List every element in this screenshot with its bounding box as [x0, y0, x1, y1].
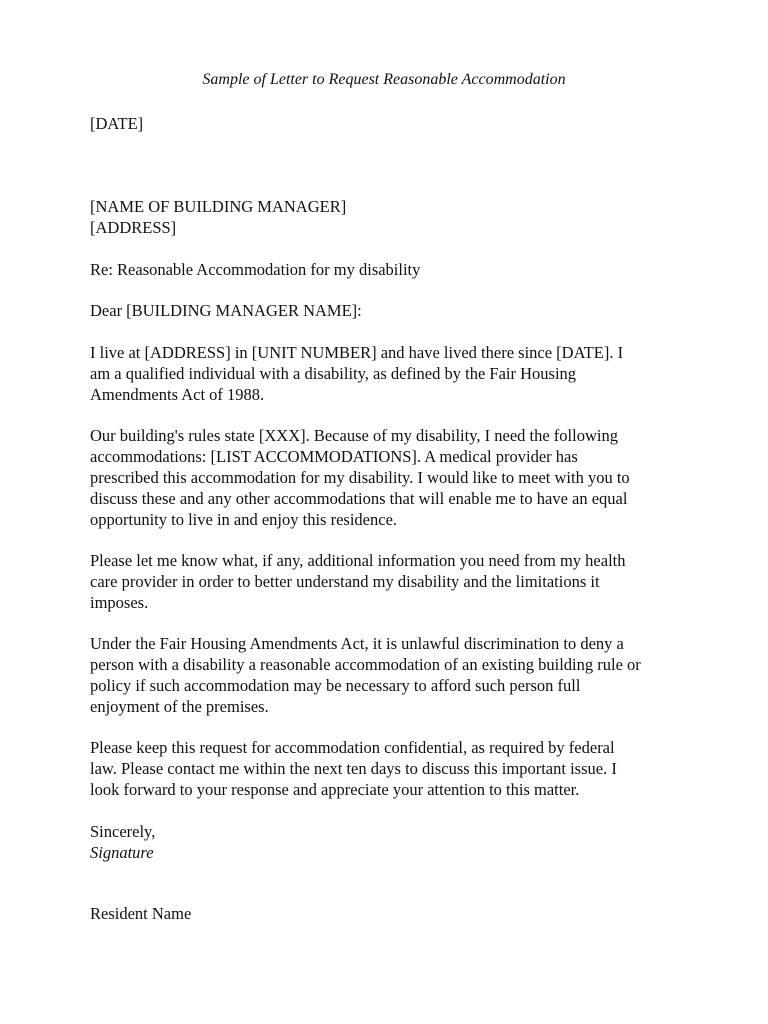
paragraph-line: policy if such accommodation may be necessary to afford such person full: [90, 676, 581, 695]
paragraph-line: I live at [ADDRESS] in [UNIT NUMBER] and have lived there since [DATE]. I: [90, 343, 624, 362]
paragraph-line: discuss these and any other accommodations that will enable me to have an equal: [90, 489, 628, 508]
paragraph-line: Amendments Act of 1988.: [90, 385, 265, 404]
paragraph-line: am a qualified individual with a disability, as defined by the Fair Housing: [90, 364, 577, 383]
recipient-name: [NAME OF BUILDING MANAGER]: [90, 197, 347, 216]
paragraph-line: enjoyment of the premises.: [90, 697, 269, 716]
date-text: [DATE]: [90, 114, 144, 133]
paragraph-2: [90, 425, 690, 530]
paragraph-line: Our building's rules state [XXX]. Because of my disability, I need the following: [90, 426, 618, 445]
paragraph-5: [90, 737, 690, 800]
letter-date: [90, 113, 690, 134]
paragraph-line: opportunity to live in and enjoy this residence.: [90, 510, 398, 529]
subject-text: Re: Reasonable Accommodation for my disability: [90, 260, 421, 279]
letter-heading: Sample of Letter to Request Reasonable Accommodation: [202, 71, 566, 88]
paragraph-line: prescribed this accommodation for my disability. I would like to meet with you to: [90, 468, 630, 487]
paragraph-line: care provider in order to better understand my disability and the limitations it: [90, 572, 600, 591]
salutation-text: Dear [BUILDING MANAGER NAME]:: [90, 301, 362, 320]
resident-name-block: [90, 903, 690, 924]
recipient-block: [90, 196, 690, 238]
subject-line: [90, 259, 690, 280]
paragraph-4: [90, 633, 690, 717]
paragraph-3: [90, 550, 690, 613]
paragraph-line: look forward to your response and appreciate your attention to this matter.: [90, 780, 580, 799]
paragraph-line: accommodations: [LIST ACCOMMODATIONS]. A medical provider has: [90, 447, 578, 466]
resident-name: Resident Name: [90, 904, 192, 923]
signature: Signature: [90, 843, 154, 862]
recipient-address: [ADDRESS]: [90, 218, 177, 237]
closing-block: [90, 821, 690, 863]
paragraph-line: imposes.: [90, 593, 149, 612]
paragraph-line: law. Please contact me within the next ten days to discuss this important issue. I: [90, 759, 617, 778]
paragraph-1: [90, 342, 690, 405]
paragraph-line: Please let me know what, if any, additional information you need from my health: [90, 551, 626, 570]
paragraph-line: Please keep this request for accommodation confidential, as required by federal: [90, 738, 615, 757]
paragraph-line: Under the Fair Housing Amendments Act, it is unlawful discrimination to deny a: [90, 634, 624, 653]
paragraph-line: person with a disability a reasonable accommodation of an existing building rule or: [90, 655, 641, 674]
closing-text: Sincerely,: [90, 822, 156, 841]
salutation: [90, 300, 690, 321]
